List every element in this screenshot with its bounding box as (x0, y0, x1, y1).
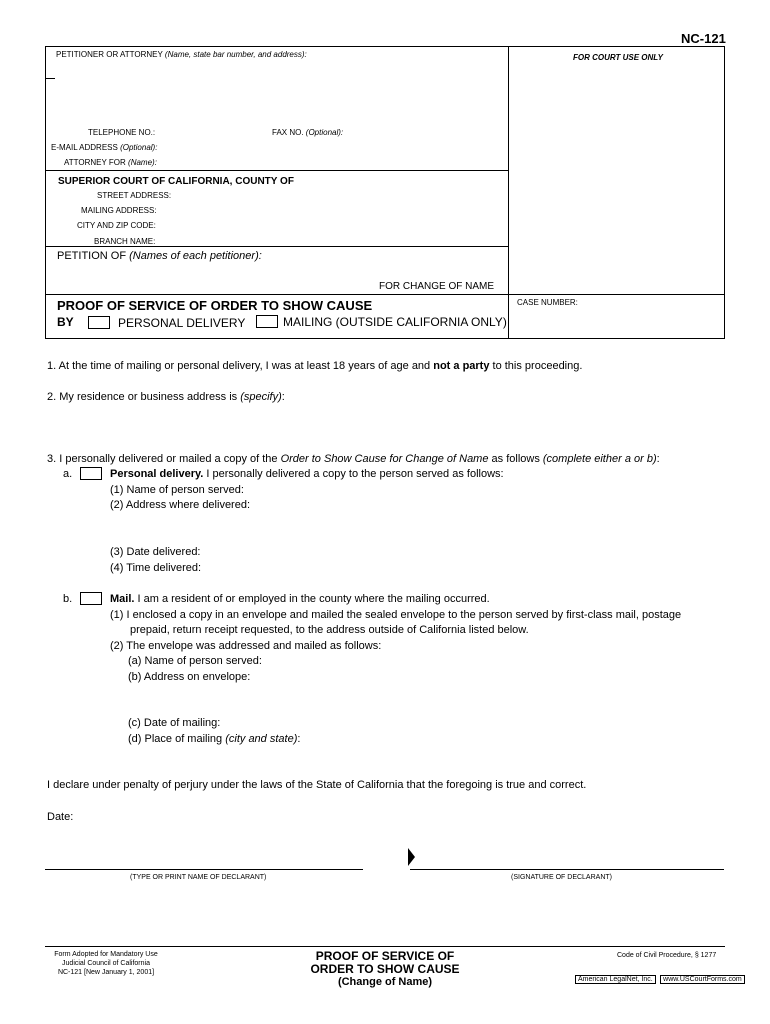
signature-arrow-icon (408, 848, 415, 866)
signature-caption: (SIGNATURE OF DECLARANT) (511, 874, 612, 881)
form-title: PROOF OF SERVICE OF ORDER TO SHOW CAUSE (57, 298, 373, 313)
signature-line (410, 869, 724, 870)
header-right-rule (724, 46, 725, 339)
mailing-address-label: MAILING ADDRESS: (81, 206, 157, 215)
code-citation: Code of Civil Procedure, § 1277 (617, 952, 717, 959)
title-section-rule (45, 294, 725, 295)
header-top-rule (45, 46, 725, 47)
personal-delivery-checkbox[interactable] (88, 316, 110, 329)
item-3a: Personal delivery. I personally delivered a copy to the person served as follows: (110, 468, 504, 480)
personal-delivery-label: PERSONAL DELIVERY (118, 316, 246, 330)
case-number-label: CASE NUMBER: (517, 298, 578, 307)
uscourtforms-tag[interactable]: www.USCourtForms.com (660, 975, 745, 984)
attorney-for-label: ATTORNEY FOR (Name): (64, 158, 157, 167)
telephone-label: TELEPHONE NO.: (88, 128, 156, 137)
date-label: Date: (47, 811, 74, 823)
item-3a-letter: a. (63, 468, 73, 480)
item-3b-2: (2) The envelope was addressed and mailed as follows: (110, 640, 382, 652)
petitioner-label: PETITIONER OR ATTORNEY (Name, state bar number, and address): (56, 50, 307, 59)
type-name-caption: (TYPE OR PRINT NAME OF DECLARANT) (130, 874, 267, 881)
name-tick (45, 78, 55, 79)
court-section-rule (45, 170, 508, 171)
item-3b-2a: (a) Name of person served: (128, 655, 262, 667)
mailing-label: MAILING (OUTSIDE CALIFORNIA ONLY) (283, 315, 507, 329)
item-3: 3. I personally delivered or mailed a copy of the Order to Show Cause for Change of Name as follows (complete either a or b): (47, 453, 660, 465)
court-title: SUPERIOR COURT OF CALIFORNIA, COUNTY OF (58, 176, 294, 187)
footer-title: PROOF OF SERVICE OF ORDER TO SHOW CAUSE (Change of Name) (310, 949, 460, 988)
item-3a-2: (2) Address where delivered: (110, 499, 251, 511)
item-3b: Mail. I am a resident of or employed in the county where the mailing occurred. (110, 593, 490, 605)
item-3b-2d: (d) Place of mailing (city and state): (128, 733, 301, 745)
court-use-divider (508, 46, 509, 339)
item-3a-3: (3) Date delivered: (110, 546, 201, 558)
petition-of-label: PETITION OF (Names of each petitioner): (57, 250, 262, 262)
adopted-block: Form Adopted for Mandatory Use Judicial Council of California NC-121 [New January 1, 2001] (54, 951, 158, 976)
mail-option-checkbox[interactable] (80, 592, 102, 605)
item-3b-letter: b. (63, 593, 73, 605)
fax-label: FAX NO. (Optional): (272, 128, 344, 137)
footer-rule (45, 946, 725, 947)
header-bottom-rule (45, 338, 725, 339)
item-3b-1-line2: prepaid, return receipt requested, to the address outside of California listed below. (130, 624, 529, 636)
item-3b-2c: (c) Date of mailing: (128, 717, 221, 729)
footer-tags (575, 968, 745, 986)
item-3b-2b: (b) Address on envelope: (128, 671, 251, 683)
street-address-label: STREET ADDRESS: (97, 191, 172, 200)
item-1: 1. At the time of mailing or personal delivery, I was at least 18 years of age and not a party to this proceeding. (47, 360, 583, 372)
mailing-checkbox[interactable] (256, 315, 278, 328)
city-zip-label: CITY AND ZIP CODE: (77, 221, 156, 230)
personal-delivery-option-checkbox[interactable] (80, 467, 102, 480)
petition-section-rule (45, 246, 508, 247)
declaration-text: I declare under penalty of perjury under the laws of the State of California that the foregoing is true and correct. (47, 779, 587, 791)
branch-name-label: BRANCH NAME: (94, 237, 156, 246)
item-3a-1: (1) Name of person served: (110, 484, 244, 496)
american-legalnet-tag[interactable]: American LegalNet, Inc. (575, 975, 656, 984)
name-signature-line (45, 869, 363, 870)
email-label: E-MAIL ADDRESS (Optional): (51, 143, 158, 152)
by-label: BY (57, 315, 74, 329)
item-3b-1-line1: (1) I enclosed a copy in an envelope and mailed the sealed envelope to the person served by first-class mail, postage (110, 609, 682, 621)
header-left-rule (45, 46, 46, 339)
court-use-label: FOR COURT USE ONLY (573, 53, 663, 62)
item-2: 2. My residence or business address is (specify): (47, 391, 285, 403)
item-3a-4: (4) Time delivered: (110, 562, 202, 574)
form-number: NC-121 (681, 31, 726, 46)
for-change-of-name: FOR CHANGE OF NAME (379, 281, 495, 292)
